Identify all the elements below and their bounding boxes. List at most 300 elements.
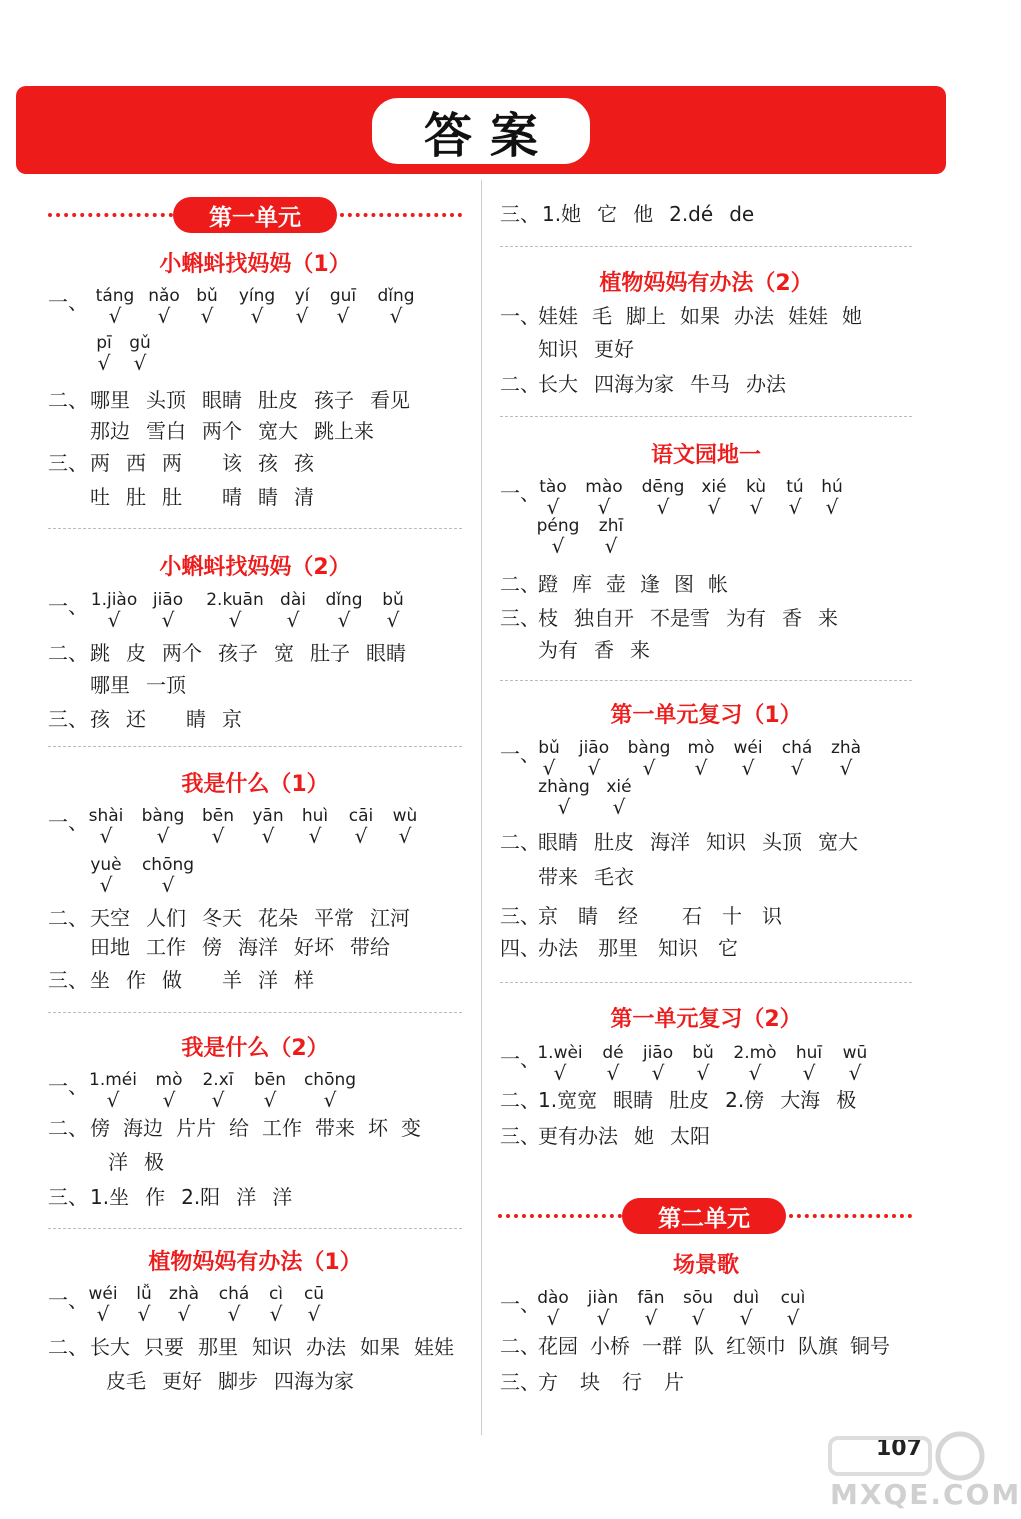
- answer-word: 石: [682, 904, 702, 928]
- check-mark: √: [177, 1302, 191, 1326]
- item-number: 二、: [500, 830, 540, 854]
- answer-word: 工作: [146, 935, 186, 959]
- pinyin-text: yí: [294, 286, 310, 306]
- pinyin-text: bàng: [141, 806, 185, 826]
- section-divider: [500, 680, 912, 681]
- pinyin-text: dǐng: [377, 286, 415, 306]
- item-number: 三、: [48, 1185, 88, 1209]
- check-mark: √: [227, 1302, 241, 1326]
- pinyin-text: jiāo: [578, 738, 610, 758]
- check-mark: √: [604, 534, 618, 558]
- check-mark: √: [707, 495, 721, 519]
- section-divider: [500, 246, 912, 247]
- item-number: 一、: [500, 742, 540, 766]
- pinyin-cell: [536, 516, 580, 556]
- answer-word: 头顶: [762, 830, 802, 854]
- pinyin-text: mò: [687, 738, 715, 758]
- answer-word: 极: [144, 1150, 164, 1174]
- check-mark: √: [286, 608, 300, 632]
- answer-word: 给: [229, 1116, 249, 1140]
- item-number: 一、: [500, 481, 540, 505]
- answer-word: 库: [572, 572, 592, 596]
- answer-row: [48, 1184, 308, 1210]
- pinyin-cell: [690, 1043, 716, 1083]
- answer-word: 办法: [746, 372, 786, 396]
- answer-word: 四海为家: [274, 1369, 354, 1393]
- pinyin-cell: [300, 1284, 328, 1324]
- item-number: 一、: [48, 810, 88, 834]
- answer-row: [500, 605, 854, 631]
- answer-row: [48, 905, 426, 931]
- pinyin-row: [500, 1288, 920, 1332]
- answer-word: 看见: [370, 388, 410, 412]
- answer-row: [500, 1333, 890, 1359]
- section-divider: [500, 982, 912, 983]
- answer-word: 田地: [90, 935, 130, 959]
- answer-word: 晴: [222, 485, 242, 509]
- check-mark: √: [741, 756, 755, 780]
- answer-word: 她: [842, 304, 862, 328]
- pinyin-text: nǎo: [148, 286, 180, 306]
- check-mark: √: [99, 873, 113, 897]
- item-number: 一、: [48, 1288, 88, 1312]
- pinyin-text: chōng: [303, 1070, 357, 1090]
- answer-word: 片片: [176, 1116, 216, 1140]
- check-mark: √: [96, 1302, 110, 1326]
- check-mark: √: [108, 304, 122, 328]
- answer-word: 更好: [162, 1369, 202, 1393]
- section-title: 小蝌蚪找妈妈（2）: [159, 555, 351, 580]
- answer-word: 队旗: [798, 1334, 838, 1358]
- answer-word: 毛: [592, 304, 612, 328]
- answer-word: 大海: [780, 1088, 821, 1112]
- answer-word: 它: [597, 202, 618, 226]
- pinyin-cell: [152, 1070, 186, 1110]
- check-mark: √: [644, 1306, 658, 1330]
- pinyin-text: guī: [329, 286, 357, 306]
- pinyin-cell: [192, 286, 222, 326]
- answer-word: 头顶: [146, 388, 186, 412]
- pinyin-cell: [820, 477, 844, 517]
- answer-word: 香: [594, 638, 614, 662]
- pinyin-cell: [778, 1288, 808, 1328]
- pinyin-text: cuì: [780, 1288, 806, 1308]
- answer-word: 来: [630, 638, 650, 662]
- watermark-text: MXQE.COM: [830, 1478, 1021, 1511]
- pinyin-cell: [86, 590, 142, 630]
- item-number: 三、: [48, 451, 88, 475]
- pinyin-text: tào: [539, 477, 567, 497]
- answer-word: 变: [401, 1116, 421, 1140]
- answer-word: 睛: [578, 904, 598, 928]
- answer-word: 只要: [144, 1335, 184, 1359]
- pinyin-cell: [780, 738, 814, 778]
- check-mark: √: [161, 608, 175, 632]
- answer-row: [500, 1087, 872, 1113]
- answer-word: 哪里: [90, 673, 130, 697]
- answer-word: 肚皮: [669, 1088, 710, 1112]
- answer-word: 它: [718, 936, 738, 960]
- answer-row: [48, 387, 426, 413]
- answer-row: [538, 864, 650, 890]
- pinyin-text: 1.jiào: [90, 590, 138, 610]
- pinyin-text: mào: [585, 477, 623, 497]
- check-mark: √: [211, 1088, 225, 1112]
- item-number: 二、: [500, 1334, 540, 1358]
- pinyin-text: bēn: [253, 1070, 287, 1090]
- answer-row: [500, 1123, 726, 1149]
- pinyin-cell: [536, 477, 570, 517]
- answer-word: 睛: [258, 485, 278, 509]
- banner-title: 答案: [423, 107, 556, 164]
- check-mark: √: [228, 608, 242, 632]
- item-number: 二、: [500, 572, 540, 596]
- answer-word: 肚皮: [258, 388, 298, 412]
- pinyin-cell: [680, 1288, 716, 1328]
- pinyin-text: fān: [637, 1288, 665, 1308]
- check-mark: √: [354, 824, 368, 848]
- pinyin-text: jiāo: [642, 1043, 674, 1063]
- pinyin-row: [48, 1070, 468, 1114]
- check-mark: √: [825, 495, 839, 519]
- answer-word: 图: [674, 572, 694, 596]
- pinyin-row: [500, 516, 920, 560]
- answer-word: 不是雪: [650, 606, 710, 630]
- answer-word: 孩子: [218, 641, 258, 665]
- answer-row: [90, 418, 390, 444]
- pinyin-cell: [794, 1043, 824, 1083]
- answer-row: [90, 934, 406, 960]
- pinyin-cell: [326, 286, 360, 326]
- section-title: 语文园地一: [650, 443, 761, 468]
- pinyin-text: chá: [781, 738, 813, 758]
- pinyin-text: 2.kuān: [206, 590, 264, 610]
- pinyin-cell: [640, 1043, 676, 1083]
- answer-word: 该: [222, 451, 242, 475]
- answer-word: 行: [622, 1370, 642, 1394]
- pinyin-text: wù: [392, 806, 418, 826]
- pinyin-cell: [90, 333, 118, 373]
- dotted-rule: [48, 213, 173, 217]
- item-number: 一、: [48, 594, 88, 618]
- section-divider: [500, 416, 912, 417]
- item-number: 一、: [48, 290, 88, 314]
- check-mark: √: [839, 756, 853, 780]
- answer-word: 那边: [90, 419, 130, 443]
- check-mark: √: [269, 1302, 283, 1326]
- answer-word: 独自开: [574, 606, 634, 630]
- answer-word: 如果: [680, 304, 720, 328]
- check-mark: √: [161, 873, 175, 897]
- answer-word: 两个: [162, 641, 202, 665]
- answer-word: 人们: [146, 906, 186, 930]
- pinyin-text: dài: [280, 590, 306, 610]
- item-number: 一、: [500, 1047, 540, 1071]
- pinyin-text: cì: [268, 1284, 284, 1304]
- pinyin-text: bǔ: [196, 286, 218, 306]
- pinyin-text: cū: [303, 1284, 325, 1304]
- answer-row: [106, 1368, 370, 1394]
- pinyin-row: [48, 286, 468, 330]
- pinyin-text: dǐng: [325, 590, 363, 610]
- pinyin-cell: [202, 590, 268, 630]
- answer-row: [108, 1149, 180, 1175]
- pinyin-cell: [604, 777, 634, 817]
- answer-row: [48, 640, 422, 666]
- check-mark: √: [596, 1306, 610, 1330]
- answer-word: 海洋: [238, 935, 278, 959]
- unit-pill: 第一单元: [173, 197, 337, 233]
- answer-word: 傍: [90, 1116, 110, 1140]
- pinyin-cell: [390, 806, 420, 846]
- pinyin-text: xié: [606, 777, 632, 797]
- answer-word: 宽大: [258, 419, 298, 443]
- answer-word: 极: [836, 1088, 857, 1112]
- answer-word: 作: [145, 1185, 166, 1209]
- pinyin-text: zhī: [598, 516, 624, 536]
- answer-word: 2.dé: [669, 202, 714, 226]
- pinyin-cell: [148, 590, 188, 630]
- check-mark: √: [848, 1061, 862, 1085]
- check-mark: √: [308, 824, 322, 848]
- check-mark: √: [802, 1061, 816, 1085]
- answer-word: 太阳: [670, 1124, 710, 1148]
- answer-word: 京: [222, 707, 242, 731]
- answer-word: 海洋: [650, 830, 690, 854]
- pinyin-row: [48, 333, 468, 377]
- pinyin-row: [500, 477, 920, 521]
- pinyin-text: bǔ: [692, 1043, 714, 1063]
- section-title: 植物妈妈有办法（2）: [599, 271, 813, 296]
- pinyin-cell: [700, 477, 728, 517]
- answer-word: 宽: [274, 641, 294, 665]
- pinyin-text: yān: [252, 806, 284, 826]
- answer-word: 红领巾: [726, 1334, 786, 1358]
- answer-word: 肚子: [310, 641, 350, 665]
- check-mark: √: [597, 495, 611, 519]
- pinyin-text: wū: [842, 1043, 868, 1063]
- check-mark: √: [133, 351, 147, 375]
- pinyin-text: wéi: [88, 1284, 118, 1304]
- pinyin-cell: [584, 477, 624, 517]
- answer-word: 长大: [90, 1335, 130, 1359]
- pinyin-cell: [840, 1043, 870, 1083]
- pinyin-cell: [828, 738, 864, 778]
- pinyin-row: [500, 1043, 920, 1087]
- pinyin-cell: [576, 738, 612, 778]
- unit-heading-2: [498, 1198, 912, 1234]
- answer-word: 办法: [538, 936, 578, 960]
- check-mark: √: [606, 1061, 620, 1085]
- pinyin-row: [500, 777, 920, 821]
- answer-word: 毛衣: [594, 865, 634, 889]
- answer-word: 洋: [236, 1185, 257, 1209]
- answer-word: 傍: [202, 935, 222, 959]
- check-mark: √: [642, 756, 656, 780]
- answer-word: 跳: [90, 641, 110, 665]
- answer-word: 带来: [538, 865, 578, 889]
- item-number: 二、: [500, 372, 540, 396]
- item-number: 二、: [500, 1088, 540, 1112]
- check-mark: √: [398, 824, 412, 848]
- pinyin-text: jiàn: [587, 1288, 619, 1308]
- check-mark: √: [696, 1061, 710, 1085]
- answer-word: 那里: [598, 936, 638, 960]
- check-mark: √: [612, 795, 626, 819]
- answer-word: 跳上来: [314, 419, 374, 443]
- answer-word: 眼睛: [538, 830, 578, 854]
- answer-word: 吐: [90, 485, 110, 509]
- check-mark: √: [749, 495, 763, 519]
- dotted-rule: [498, 1214, 622, 1218]
- answer-word: 两: [162, 451, 182, 475]
- check-mark: √: [386, 608, 400, 632]
- check-mark: √: [739, 1306, 753, 1330]
- answer-word: 1.宽宽: [538, 1088, 598, 1112]
- answer-word: 更有办法: [538, 1124, 618, 1148]
- answer-row: [500, 829, 874, 855]
- answer-word: 枝: [538, 606, 558, 630]
- answer-word: 一群: [642, 1334, 682, 1358]
- pinyin-cell: [88, 286, 142, 326]
- check-mark: √: [261, 824, 275, 848]
- answer-word: 江河: [370, 906, 410, 930]
- pinyin-text: zhà: [168, 1284, 200, 1304]
- check-mark: √: [389, 304, 403, 328]
- answer-word: 她: [634, 1124, 654, 1148]
- pinyin-text: zhà: [830, 738, 862, 758]
- pinyin-cell: [536, 1288, 570, 1328]
- answer-row: [48, 967, 330, 993]
- pinyin-cell: [536, 738, 562, 778]
- answer-row: [500, 201, 770, 227]
- answer-word: 1.坐: [90, 1185, 130, 1209]
- pinyin-text: dēng: [641, 477, 685, 497]
- pinyin-text: dào: [537, 1288, 569, 1308]
- pinyin-cell: [264, 1284, 288, 1324]
- pinyin-cell: [584, 1288, 622, 1328]
- item-number: 四、: [500, 936, 540, 960]
- answer-word: 帐: [708, 572, 728, 596]
- pinyin-cell: [198, 1070, 238, 1110]
- answer-word: 为有: [538, 638, 578, 662]
- answer-word: 肚: [162, 485, 182, 509]
- check-mark: √: [748, 1061, 762, 1085]
- answer-word: 孩: [294, 451, 314, 475]
- unit-heading-1: [48, 197, 462, 233]
- answer-word: 长大: [538, 372, 578, 396]
- item-number: 三、: [500, 606, 540, 630]
- section-title: 植物妈妈有办法（1）: [148, 1250, 362, 1275]
- item-number: 三、: [500, 1124, 540, 1148]
- pinyin-cell: [686, 738, 716, 778]
- item-number: 三、: [48, 707, 88, 731]
- answer-word: 雪白: [146, 419, 186, 443]
- dotted-rule: [340, 213, 462, 217]
- pinyin-text: péng: [536, 516, 580, 536]
- answer-word: 西: [126, 451, 146, 475]
- check-mark: √: [542, 756, 556, 780]
- pinyin-text: lǚ: [136, 1284, 152, 1304]
- pinyin-cell: [744, 477, 768, 517]
- pinyin-cell: [86, 1070, 140, 1110]
- pinyin-cell: [378, 590, 408, 630]
- pinyin-row: [48, 855, 468, 899]
- pinyin-text: huī: [795, 1043, 823, 1063]
- column-divider: [481, 180, 482, 1435]
- answer-word: 样: [294, 968, 314, 992]
- item-number: 二、: [48, 388, 88, 412]
- pinyin-text: 2.mò: [733, 1043, 777, 1063]
- answer-word: 做: [162, 968, 182, 992]
- answer-row: [500, 903, 782, 929]
- check-mark: √: [99, 824, 113, 848]
- check-mark: √: [200, 304, 214, 328]
- answer-word: 冬天: [202, 906, 242, 930]
- answer-word: de: [729, 202, 755, 226]
- pinyin-cell: [730, 738, 766, 778]
- answer-word: 工作: [262, 1116, 302, 1140]
- pinyin-cell: [166, 1284, 202, 1324]
- answer-word: 铜号: [850, 1334, 890, 1358]
- pinyin-text: mò: [155, 1070, 183, 1090]
- pinyin-cell: [626, 738, 672, 778]
- answer-word: 清: [294, 485, 314, 509]
- answer-row: [538, 637, 666, 663]
- pinyin-cell: [346, 806, 376, 846]
- pinyin-row: [48, 1284, 468, 1328]
- answer-row: [500, 571, 728, 597]
- pinyin-text: wéi: [733, 738, 763, 758]
- pinyin-cell: [86, 806, 126, 846]
- section-title: 小蝌蚪找妈妈（1）: [159, 252, 351, 277]
- answer-word: 壶: [606, 572, 626, 596]
- section-title: 第一单元复习（2）: [610, 1007, 802, 1032]
- answer-word: 带来: [315, 1116, 355, 1140]
- section-divider: [48, 746, 462, 747]
- pinyin-text: tú: [786, 477, 804, 497]
- answer-word: 十: [722, 904, 742, 928]
- pinyin-cell: [276, 590, 310, 630]
- check-mark: √: [250, 304, 264, 328]
- pinyin-text: pī: [96, 333, 112, 353]
- answer-word: 花园: [538, 1334, 578, 1358]
- answer-row: [48, 1115, 421, 1141]
- pinyin-cell: [144, 286, 184, 326]
- pinyin-cell: [250, 1070, 290, 1110]
- check-mark: √: [137, 1302, 151, 1326]
- answer-word: 天空: [90, 906, 130, 930]
- answer-row: [48, 450, 330, 476]
- check-mark: √: [162, 1088, 176, 1112]
- page-number: 107: [876, 1436, 922, 1461]
- section-title: 第一单元复习（1）: [610, 703, 802, 728]
- answer-word: 海边: [123, 1116, 163, 1140]
- check-mark: √: [106, 1088, 120, 1112]
- banner-title-box: [368, 94, 594, 168]
- answer-word: 牛马: [690, 372, 730, 396]
- answer-row: [538, 336, 650, 362]
- answer-row: [500, 303, 862, 329]
- answer-row: [90, 484, 330, 510]
- answer-word: 两: [90, 451, 110, 475]
- check-mark: √: [587, 756, 601, 780]
- answer-word: 一顶: [146, 673, 186, 697]
- answer-word: 块: [580, 1370, 600, 1394]
- answer-word: 洋: [108, 1150, 128, 1174]
- answer-word: 知识: [706, 830, 746, 854]
- check-mark: √: [337, 608, 351, 632]
